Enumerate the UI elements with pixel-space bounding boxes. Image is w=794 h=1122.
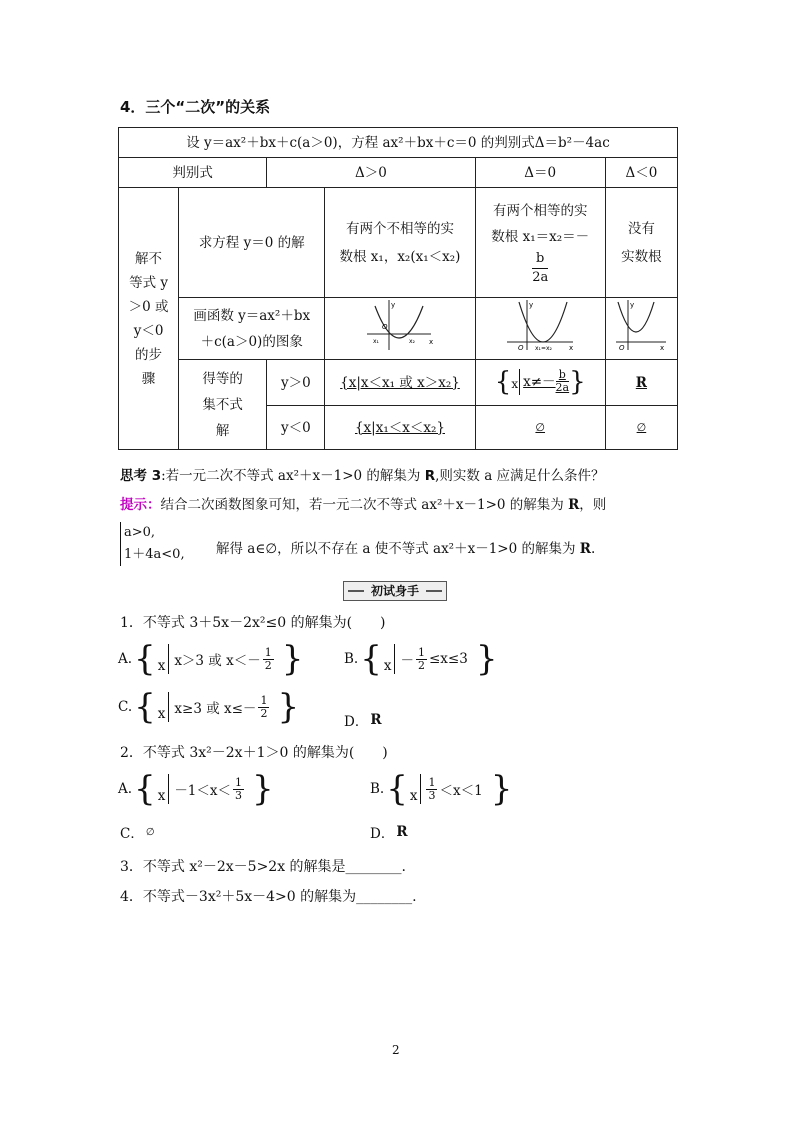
q3-stem: 3．不等式 x²－2x－5>2x 的解集是________. — [120, 859, 407, 875]
q4-stem: 4．不等式－3x²＋5x－4>0 的解集为________. — [120, 889, 417, 905]
graph-double-root — [475, 298, 605, 360]
section-title: 4．三个“二次”的关系 — [120, 98, 271, 116]
table-header: 设 y＝ax²＋bx＋c(a＞0)，方程 ax²＋bx＋c＝0 的判别式Δ＝b²－4ac — [119, 128, 678, 158]
sol-lt-two-roots: {x|x₁＜x＜x₂} — [325, 406, 475, 450]
ineq-greater: y＞0 — [267, 360, 325, 406]
svg-text:x: x — [569, 344, 574, 352]
parabola-double-root-graph — [505, 298, 575, 352]
graph-two-roots — [325, 298, 475, 360]
q1-option-c[interactable]: C. { x x≥3 或 x≤－ $\frac{1}{2}$ } — [118, 687, 300, 727]
q2-option-c[interactable]: C． ∅ — [120, 826, 155, 842]
q2-stem: 2．不等式 3x²－2x＋1＞0 的解集为( ) — [120, 745, 388, 761]
roots-two-distinct: 有两个不相等的实 数根 x₁，x₂(x₁＜x₂) — [325, 188, 475, 298]
svg-text:x: x — [428, 338, 434, 346]
q1-option-b[interactable]: B. { x － $\frac{1}{2}$ ≤x≤3 } — [344, 639, 498, 679]
q1-option-a[interactable]: A. { x x＞3 或 x＜－ $\frac{1}{2}$ } — [118, 639, 304, 679]
hint-system: a>0, 1＋4a<0, — [120, 522, 185, 566]
sol-gt-double-root: { x x≠－ $\frac{b}{2a}$ } — [475, 360, 605, 406]
ineq-less: y＜0 — [267, 406, 325, 450]
sol-gt-two-roots: {x|x＜x₁ 或 x＞x₂} — [325, 360, 475, 406]
svg-text:x₁: x₁ — [372, 338, 379, 345]
svg-text:x: x — [660, 344, 665, 352]
steps-label: 解不 等式 y ＞0 或 y＜0 的步 骤 — [119, 188, 179, 450]
page-number: 2 — [392, 1043, 400, 1057]
roots-label: 求方程 y＝0 的解 — [179, 188, 325, 298]
q1-option-d[interactable]: D． R — [344, 712, 382, 730]
svg-text:O: O — [381, 323, 388, 331]
parabola-two-roots-graph — [365, 298, 435, 352]
roots-double: 有两个相等的实 数根 x₁＝x₂＝－ $\frac{b}{2a}$ — [475, 188, 605, 298]
graph-no-root — [605, 298, 677, 360]
q2-option-a[interactable]: A. { x －1＜x＜ $\frac{1}{3}$ } — [118, 769, 274, 809]
svg-text:O: O — [619, 344, 625, 352]
q2-option-d[interactable]: D． R — [370, 824, 408, 842]
q2-option-b[interactable]: B. { x $\frac{1}{3}$ ＜x＜1 } — [370, 769, 513, 809]
quadratic-relation-table — [118, 127, 678, 450]
graph-label: 画函数 y＝ax²＋bx ＋c(a＞0)的图象 — [179, 298, 325, 360]
svg-text:x₁=x₂: x₁=x₂ — [535, 345, 553, 352]
disc-positive: Δ＞0 — [267, 158, 475, 188]
solution-set-label: 得等的 集不式 解 — [179, 360, 267, 450]
svg-text:x₂: x₂ — [408, 338, 415, 345]
svg-text:O: O — [518, 344, 524, 352]
hint-conclusion: 解得 a∈∅，所以不存在 a 使不等式 ax²＋x－1>0 的解集为 R. — [216, 541, 596, 557]
section-banner: 初试身手 — [343, 581, 447, 601]
hint: 提示：结合二次函数图象可知，若一元二次不等式 ax²＋x－1>0 的解集为 R，则 — [120, 497, 607, 513]
sol-gt-no-root: R — [605, 360, 677, 406]
svg-text:y: y — [529, 301, 534, 309]
sol-lt-double-root: ∅ — [475, 406, 605, 450]
sol-lt-no-root: ∅ — [605, 406, 677, 450]
disc-negative: Δ＜0 — [605, 158, 677, 188]
svg-text:y: y — [390, 301, 396, 309]
think-question: 思考 3:若一元二次不等式 ax²＋x－1>0 的解集为 R,则实数 a 应满足什么条件？ — [120, 468, 605, 484]
roots-none: 没有 实数根 — [605, 188, 677, 298]
svg-text:y: y — [630, 301, 635, 309]
q1-stem: 1．不等式 3＋5x－2x²≤0 的解集为( ) — [120, 615, 386, 631]
parabola-no-root-graph — [614, 298, 668, 352]
disc-zero: Δ＝0 — [475, 158, 605, 188]
discriminant-label: 判别式 — [119, 158, 267, 188]
